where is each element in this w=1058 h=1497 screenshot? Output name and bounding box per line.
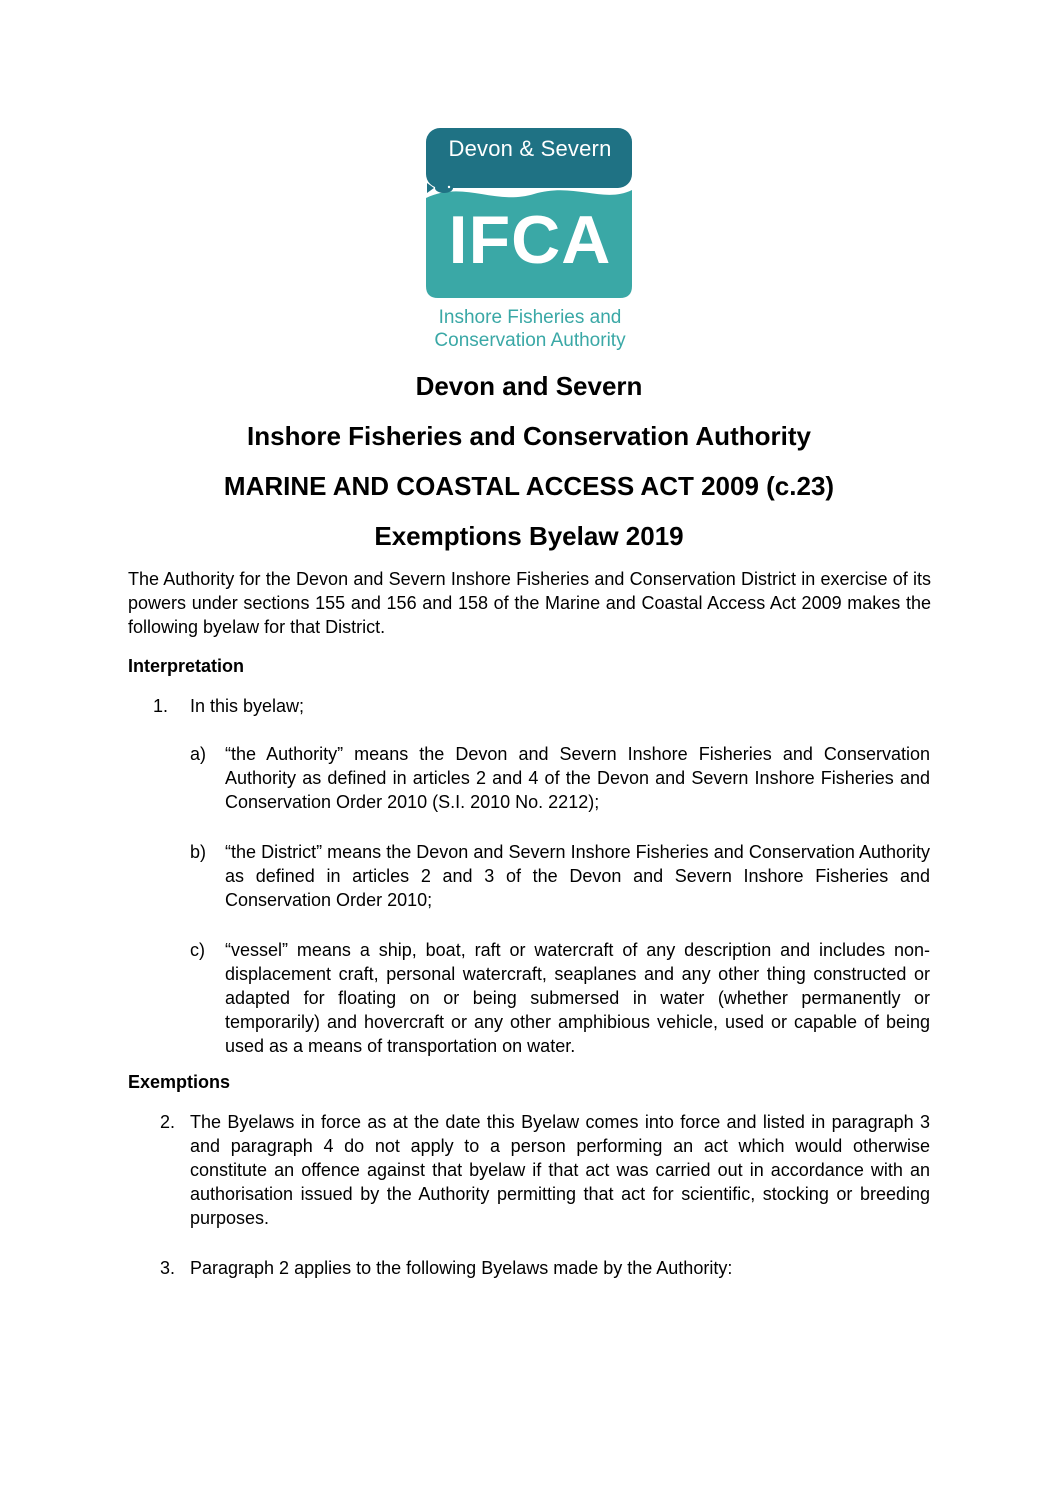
subitem-a-label: a) (190, 744, 207, 764)
subitem-a-text: “the Authority” means the Devon and Severn Inshore Fisheries and Conservation Authority as defined in articles 2 and 4 of the Devon and Severn Inshore Fisheries and Conservation Order 2010 (S.I. 2010 No. 2212); (225, 744, 930, 812)
item-2-text: The Byelaws in force as at the date this Byelaw comes into force and listed in paragraph 3 and paragraph 4 do not apply to a person performing an act which would otherwise constitute an offence against that byelaw if that act was carried out in accordance with an authorisation issued by the Authority permitting that act for scientific, stocking or breeding purposes. (190, 1112, 930, 1228)
item-1-number: 1. (153, 696, 169, 716)
logo-main-text: IFCA (448, 202, 612, 278)
intro-paragraph: The Authority for the Devon and Severn Inshore Fisheries and Conservation District in exercise of its powers under sections 155 and 156 and 158 of the Marine and Coastal Access Act 2009 makes the following byelaw for that District. (128, 569, 931, 637)
item-2-number: 2. (160, 1112, 176, 1132)
logo-top-text: Devon & Severn (448, 136, 612, 161)
item-3-number: 3. (160, 1258, 176, 1278)
interpretation-heading: Interpretation (128, 656, 245, 676)
title-byelaw: Exemptions Byelaw 2019 (374, 521, 684, 551)
ifca-logo (424, 128, 636, 354)
item-1-text: In this byelaw; (190, 696, 305, 716)
exemptions-heading: Exemptions (128, 1072, 231, 1092)
title-authority-name: Inshore Fisheries and Conservation Authority (247, 421, 811, 451)
subitem-b-text: “the District” means the Devon and Severn Inshore Fisheries and Conservation Authority as defined in articles 2 and 3 of the Devon and Severn Inshore Fisheries and Conservation Order 2010; (225, 842, 930, 910)
subitem-c-text: “vessel” means a ship, boat, raft or watercraft of any description and includes non-displacement craft, personal watercraft, seaplanes and any other thing constructed or adapted for floating on or being submersed in water (whether permanently or temporarily) and hovercraft or any other amphibious vehicle, used or capable of being used as a means of transportation on water. (225, 940, 930, 1056)
subitem-b-label: b) (190, 842, 207, 862)
logo-subtitle-line2: Conservation Authority (434, 330, 626, 351)
logo-subtitle-line1: Inshore Fisheries and (438, 307, 622, 328)
subitem-c-label: c) (190, 940, 205, 960)
title-act: MARINE AND COASTAL ACCESS ACT 2009 (c.23) (223, 471, 835, 501)
item-3-text: Paragraph 2 applies to the following Byelaws made by the Authority: (190, 1258, 733, 1278)
title-authority-region: Devon and Severn (415, 371, 643, 401)
